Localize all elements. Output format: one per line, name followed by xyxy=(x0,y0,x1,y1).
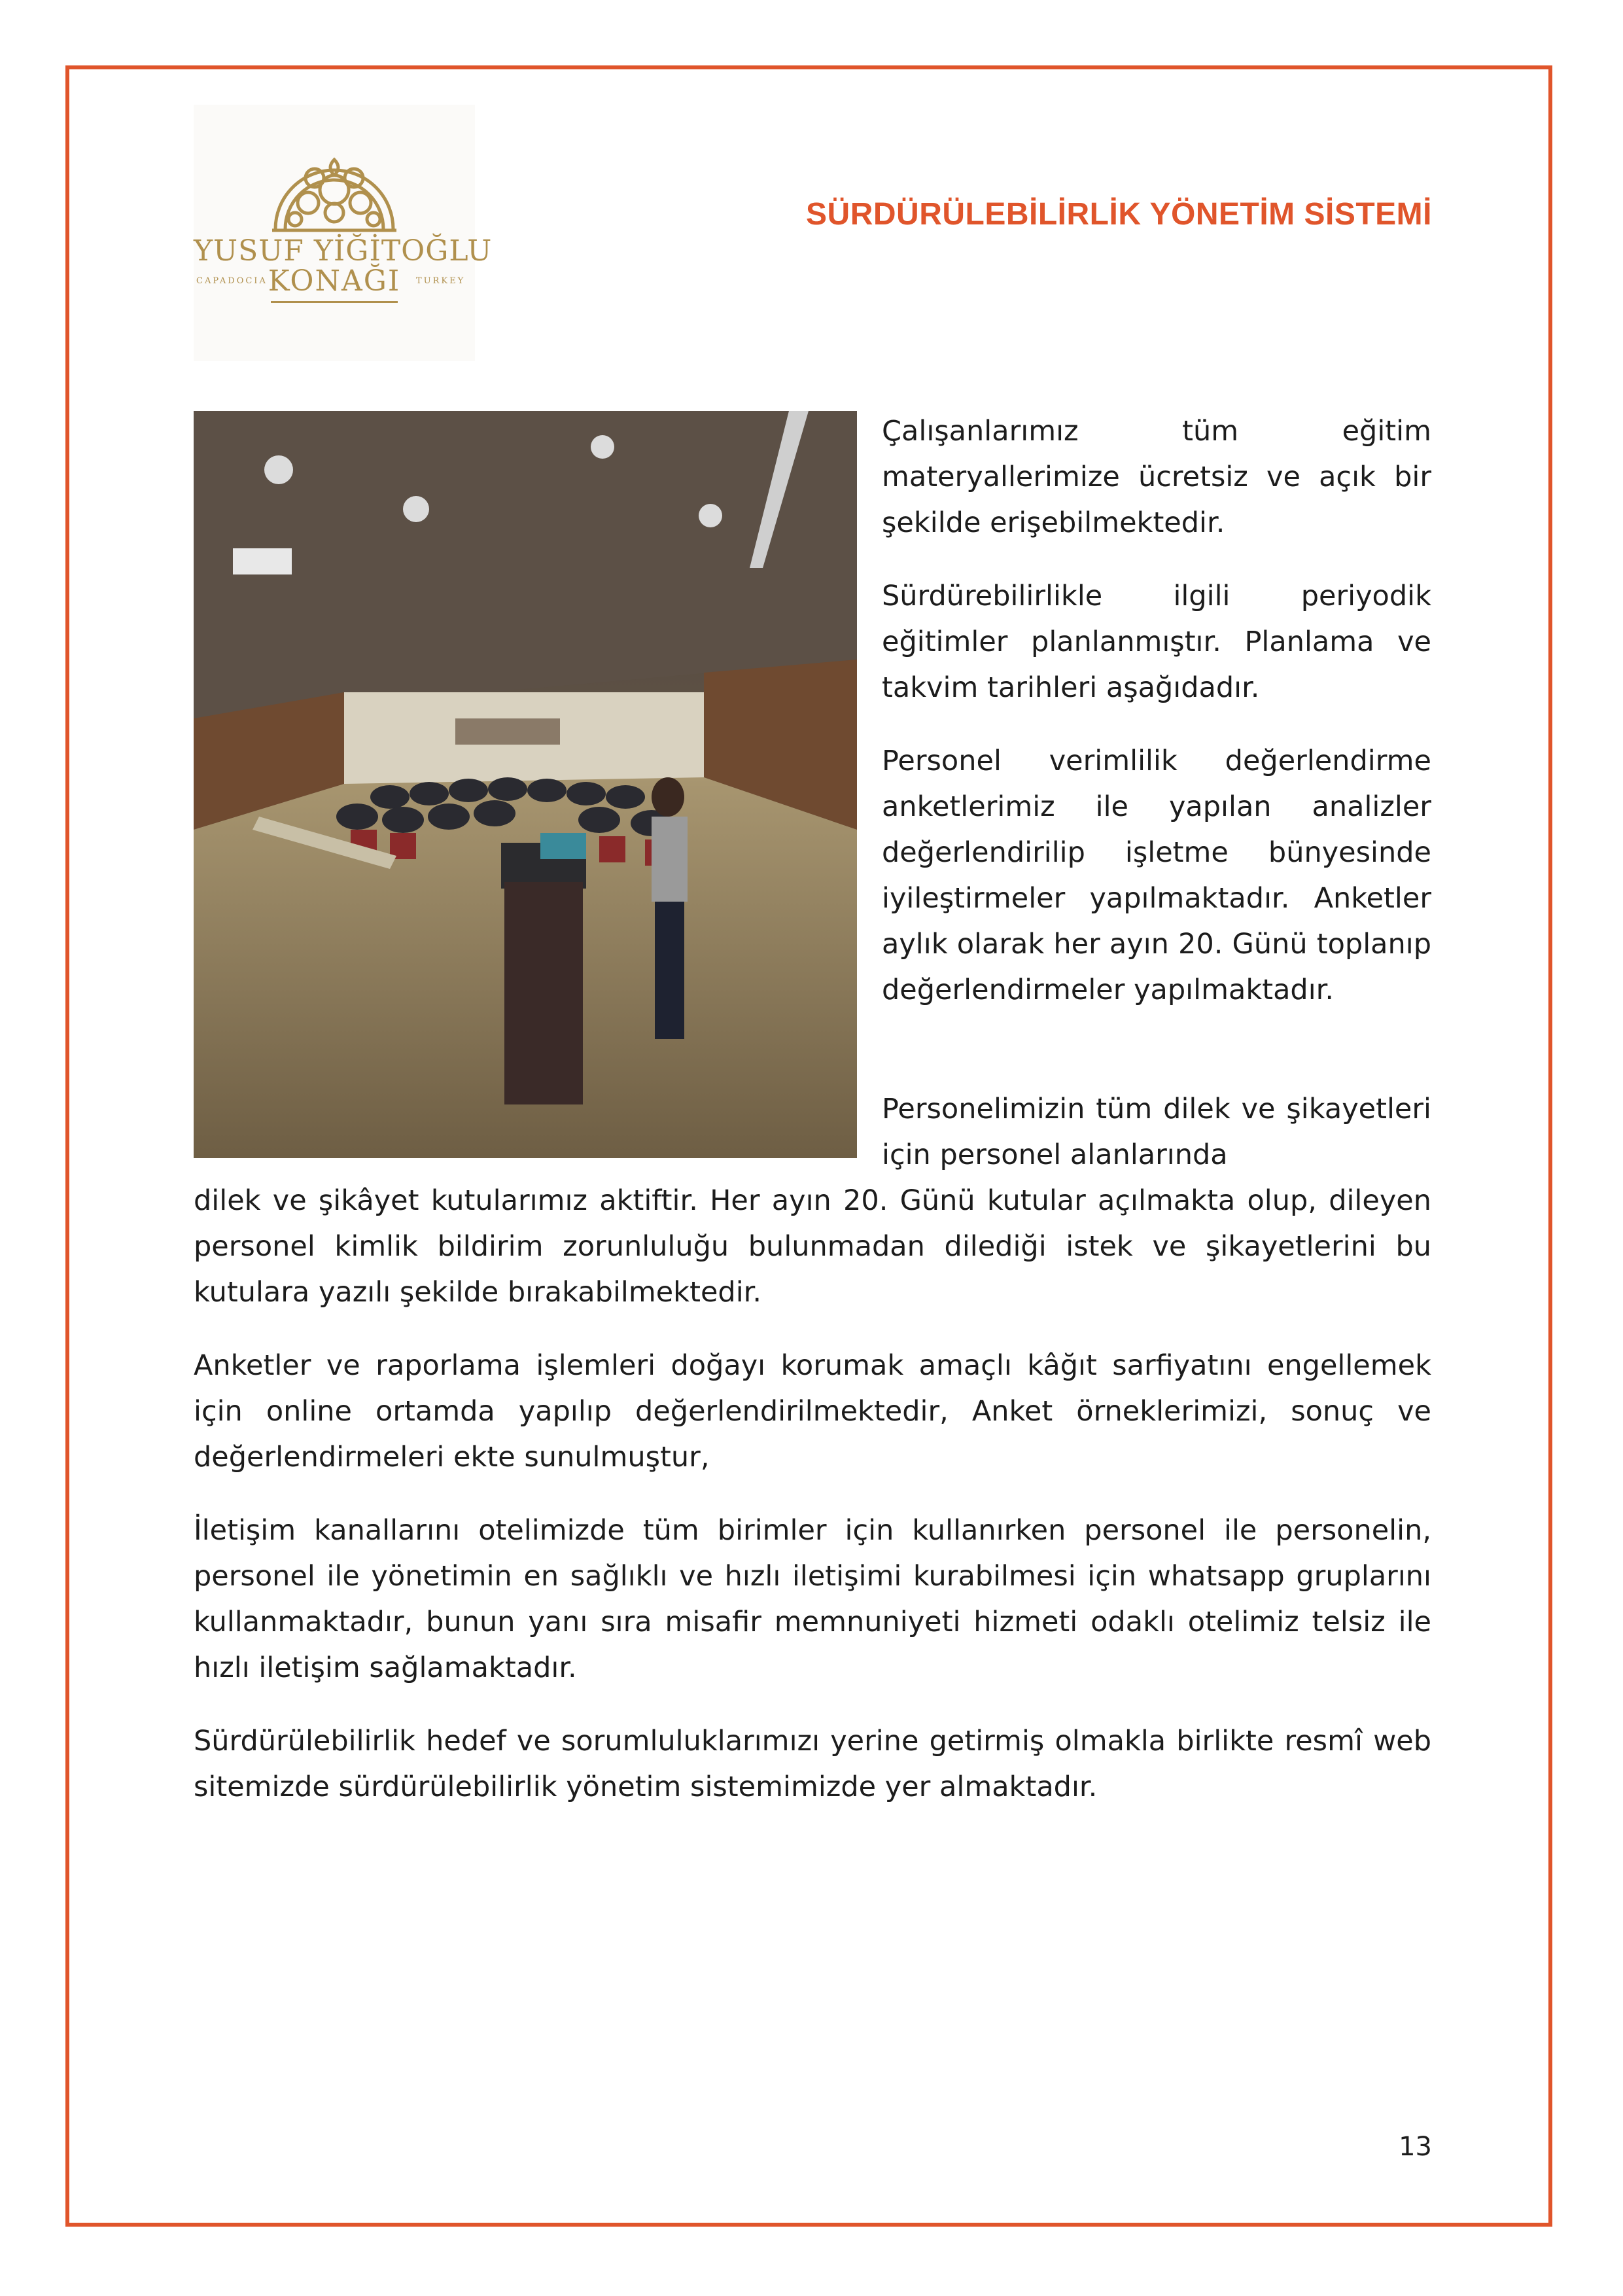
ornament-dome-icon xyxy=(194,105,475,236)
training-session-photo xyxy=(194,411,857,1158)
paragraph-website-sustainability: Sürdürülebilirlik hedef ve sorumluluklarımızı yerine getirmiş olmakla birlikte resmî web sitemizde sürdürülebilirlik yönetim sistemimizde yer almaktadır. xyxy=(194,1725,1431,1803)
logo-location-left: CAPADOCIA xyxy=(196,276,268,286)
logo-name-line: YUSUF YİĞİTOĞLU xyxy=(194,234,493,268)
logo-underline xyxy=(271,301,398,303)
page-number: 13 xyxy=(1399,2132,1432,2162)
paragraph-online-surveys: Anketler ve raporlama işlemleri doğayı korumak amaçlı kâğıt sarfiyatını engellemek için online ortamda yapılıp değerlendirilmektedir, Anket örneklerimizi, sonuç ve değerlendirmeleri ekte sunulmuştur, xyxy=(194,1349,1431,1474)
paragraph-periodic-training: Sürdürebilirlikle ilgili periyodik eğitimler planlanmıştır. Planlama ve takvim tarihleri aşağıdadır. xyxy=(882,580,1431,704)
paragraph-complaints-intro: Personelimizin tüm dilek ve şikayetleri için personel alanlarında xyxy=(882,1093,1431,1171)
paragraph-training-materials: Çalışanlarımız tüm eğitim materyallerimize ücretsiz ve açık bir şekilde erişebilmektedir. xyxy=(882,415,1431,539)
hotel-logo xyxy=(194,105,493,361)
logo-location-right: TURKEY xyxy=(416,276,466,286)
paragraph-efficiency-surveys: Personel verimlilik değerlendirme anketlerimiz ile yapılan analizler değerlendirilip işletme bünyesinde iyileştirmeler yapılmaktadır. Anketler aylık olarak her ayın 20. Günü toplanıp değerlendirmeler yapılmaktadır. xyxy=(882,745,1431,1006)
paragraph-complaints-boxes: dilek ve şikâyet kutularımız aktiftir. Her ayın 20. Günü kutular açılmakta olup, dileyen personel kimlik bildirim zorunluluğu bulunmadan dilediği istek ve şikayetlerini bu kutulara yazılı şekilde bırakabilmektedir. xyxy=(194,1184,1431,1309)
logo-name-line2: KONAĞI xyxy=(268,264,401,298)
paragraph-communication-channels: İletişim kanallarını otelimizde tüm birimler için kullanırken personel ile personelin, personel ile yönetimin en sağlıklı ve hızlı iletişimi kurabilmesi için whatsapp gruplarını kullanmaktadır, bunun yanı sıra misafir memnuniyeti hizmeti odaklı otelimiz telsiz ile hızlı iletişim sağlamaktadır. xyxy=(194,1514,1431,1684)
page-title: SÜRDÜRÜLEBİLİRLİK YÖNETİM SİSTEMİ xyxy=(806,197,1432,232)
